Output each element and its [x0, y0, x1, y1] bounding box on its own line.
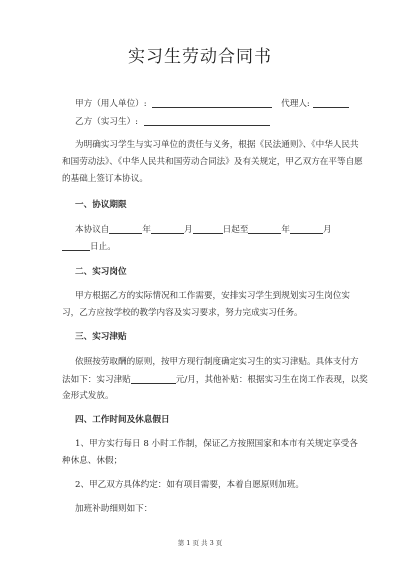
agent-blank[interactable]	[313, 97, 349, 108]
term-month-label: 月	[184, 225, 193, 235]
allowance-line-2	[62, 373, 368, 386]
hours-line-4: 加班补助细则如下：	[75, 504, 153, 514]
end-day-blank[interactable]	[62, 240, 90, 251]
party-b-blank[interactable]	[144, 115, 270, 126]
position-line-2: 习，乙方应按学校的教学内容及实习要求，努力完成实习任务。	[62, 308, 303, 318]
start-year-blank[interactable]	[109, 223, 142, 234]
term-text-from: 本协议自	[75, 225, 110, 235]
hours-line-3: 2、甲乙双方具体约定：如有项目需要，本着自愿原则加班。	[75, 480, 304, 490]
end-year-blank[interactable]	[248, 223, 281, 234]
term-line-2	[62, 240, 116, 253]
term-text-to: 日起至	[222, 225, 249, 235]
term-month-label-2: 月	[323, 225, 332, 235]
party-a-line	[75, 97, 349, 110]
allowance-label: 法如下：实习津贴	[62, 375, 131, 385]
section-3-heading: 三、实习津贴	[75, 332, 127, 342]
term-line-1	[75, 223, 332, 236]
term-end-text: 日止。	[90, 242, 116, 252]
party-b-label: 乙方（实习生）:	[75, 117, 139, 127]
allowance-line-3: 金形式发放。	[62, 391, 114, 401]
hours-line-2: 种休息、休假；	[62, 456, 123, 466]
position-line-1: 甲方根据乙方的实际情况和工作需要，安排实习学生到规划实习生岗位实	[75, 291, 351, 301]
party-b-line	[75, 115, 270, 128]
allowance-amount-blank[interactable]	[131, 373, 176, 384]
start-day-blank[interactable]	[193, 223, 223, 234]
term-year-label-2: 年	[281, 225, 291, 235]
party-a-label: 甲方（用人单位）:	[75, 99, 147, 109]
intro-line-3: 的基础上签订本协议。	[62, 174, 148, 184]
section-4-heading: 四、工作时间及休息假日	[75, 415, 170, 425]
section-1-heading: 一、协议期限	[75, 200, 127, 210]
intro-line-2: 和国劳动法》、《中华人民共和国劳动合同法》及有关规定，甲乙双方在平等自愿	[62, 157, 363, 167]
intro-line-1: 为明确实习学生与实习单位的责任与义务，根据《民法通则》、《中华人民共	[75, 140, 359, 150]
term-year-label: 年	[142, 225, 151, 235]
end-month-blank[interactable]	[290, 223, 323, 234]
allowance-rest: 元/月，其他补贴：根据实习生在岗工作表现，以奖	[175, 375, 368, 385]
party-a-blank[interactable]	[152, 97, 272, 108]
agent-label: 代理人:	[281, 99, 310, 109]
allowance-line-1: 依照按劳取酬的原则，按甲方现行制度确定实习生的实习津贴。具体支付方	[75, 357, 359, 367]
start-month-blank[interactable]	[151, 223, 184, 234]
page-footer: 第 1 页 共 3 页	[177, 539, 223, 547]
document-title: 实习生劳动合同书	[128, 47, 272, 67]
hours-line-1: 1、甲方实行每日 8 小时工作制，保证乙方按照国家和本市有关规定享受各	[75, 439, 358, 449]
section-2-heading: 二、实习岗位	[75, 267, 127, 277]
